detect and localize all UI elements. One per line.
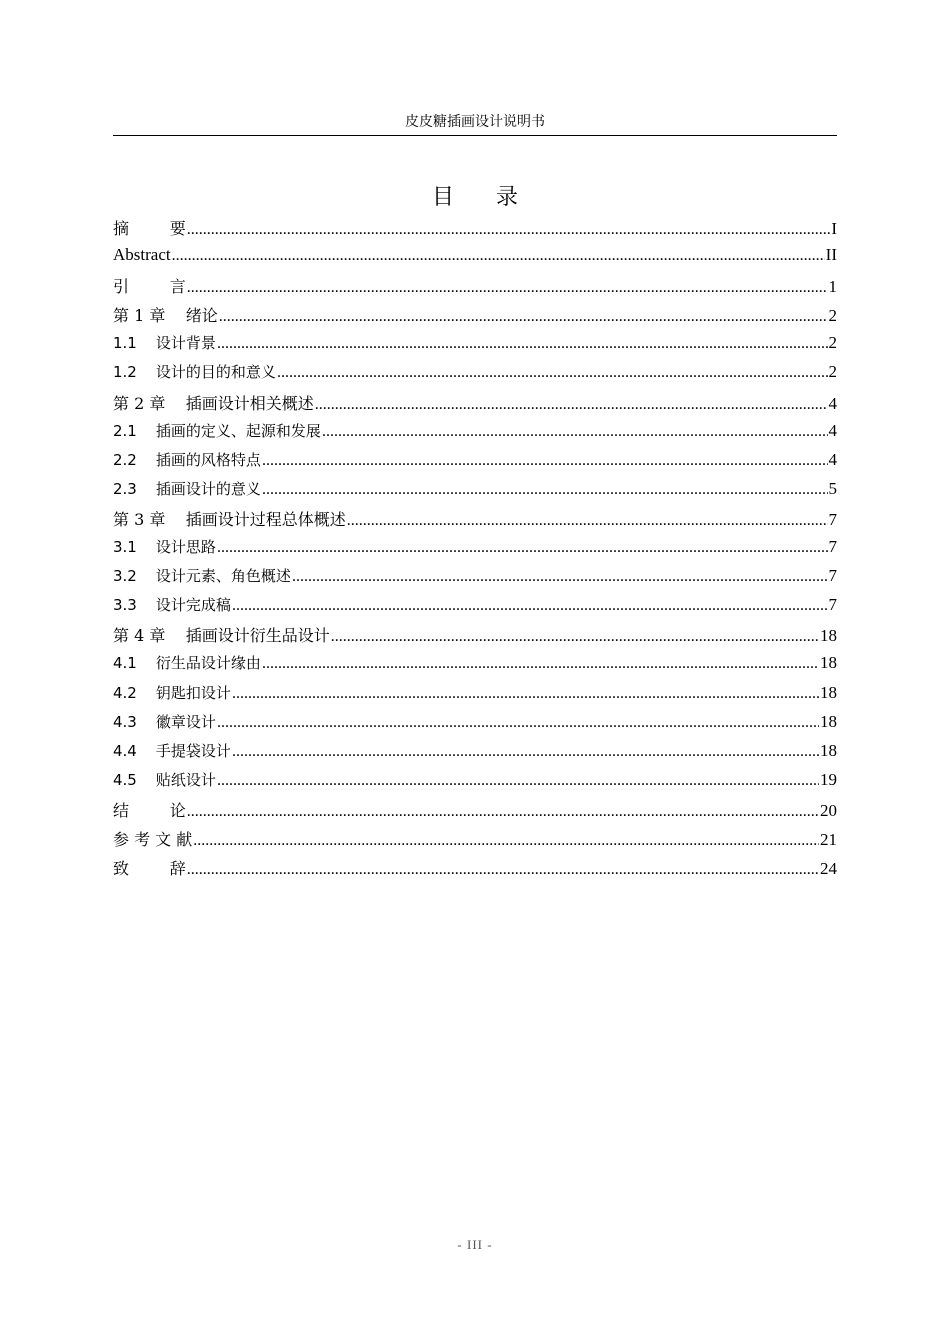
toc-entry-page: 24 <box>820 859 837 879</box>
toc-dot-leader <box>322 423 828 441</box>
toc-dot-leader <box>172 247 825 265</box>
toc-entry-label: 2.1 插画的定义、起源和发展 <box>113 421 321 440</box>
toc-entry[interactable] <box>113 740 837 769</box>
toc-entry-page: II <box>825 245 837 265</box>
toc-entry-label: 参 考 文 献 <box>113 829 193 849</box>
toc-entry[interactable] <box>113 711 837 740</box>
toc-entry-page: 18 <box>820 740 837 760</box>
toc-entry-label: 3.3 设计完成稿 <box>113 596 231 615</box>
toc-entry-page: 18 <box>820 682 837 702</box>
toc-title: 目录 <box>431 185 560 210</box>
toc-entry[interactable] <box>113 420 837 449</box>
header-title: 皮皮糖插画设计说明书 <box>405 114 545 130</box>
toc-entry[interactable] <box>113 856 837 885</box>
toc-dot-leader <box>315 396 828 414</box>
toc-entry-label: 3.1 设计思路 <box>113 538 216 557</box>
running-header <box>113 113 837 136</box>
toc-entry-label: 4.4 手提袋设计 <box>113 741 231 760</box>
toc-entry-label: 第 1 章 绪论 <box>113 306 218 326</box>
toc-entry-label: 引 言 <box>113 277 186 297</box>
toc-dot-leader <box>193 832 819 850</box>
toc-entry-label: 摘 要 <box>113 219 186 238</box>
toc-dot-leader <box>232 685 819 703</box>
toc-entry-page: 18 <box>820 626 837 646</box>
toc-dot-leader <box>292 568 828 586</box>
toc-dot-leader <box>187 279 828 297</box>
toc-dot-leader <box>262 481 828 499</box>
toc-entry-page: 2 <box>828 362 837 382</box>
toc-entry-page: 18 <box>820 711 837 731</box>
toc-dot-leader <box>217 714 819 732</box>
toc-entry-label: 4.2 钥匙扣设计 <box>113 683 231 702</box>
toc-entry[interactable] <box>113 827 837 856</box>
toc-entry[interactable] <box>113 274 837 303</box>
toc-entry-page: 4 <box>828 449 837 469</box>
toc-entry-page: 21 <box>820 829 837 849</box>
toc-entry[interactable] <box>113 652 837 681</box>
toc-entry[interactable] <box>113 449 837 478</box>
toc-dot-leader <box>187 861 819 879</box>
toc-entry-label: 第 2 章 插画设计相关概述 <box>113 393 314 413</box>
toc-dot-leader <box>219 308 828 326</box>
toc-dot-leader <box>262 655 819 673</box>
toc-dot-leader <box>187 803 819 821</box>
toc-entry[interactable] <box>113 303 837 332</box>
toc-entry[interactable] <box>113 536 837 565</box>
page-number: - III - <box>457 1237 493 1252</box>
toc-entry[interactable] <box>113 623 837 652</box>
toc-entry-label: Abstract <box>113 245 171 265</box>
toc-entry-page: 18 <box>820 653 837 673</box>
toc-entry-page: I <box>831 219 837 238</box>
toc-entry-page: 5 <box>828 478 837 498</box>
toc-entry-page: 4 <box>828 393 837 413</box>
toc-entry[interactable] <box>113 565 837 594</box>
toc-entry-label: 第 3 章 插画设计过程总体概述 <box>113 509 346 529</box>
toc-entry-label: 3.2 设计元素、角色概述 <box>113 567 291 586</box>
toc-dot-leader <box>331 628 819 646</box>
toc-entry[interactable] <box>113 216 837 245</box>
toc-entry-page: 7 <box>828 537 837 557</box>
toc-entry-page: 19 <box>820 769 837 789</box>
toc-dot-leader <box>217 539 828 557</box>
toc-dot-leader <box>217 335 828 353</box>
toc-entry-label: 1.1 设计背景 <box>113 334 216 353</box>
toc-dot-leader <box>277 364 828 382</box>
table-of-contents <box>113 216 837 885</box>
toc-entry-page: 1 <box>828 277 837 297</box>
toc-entry-page: 20 <box>820 800 837 820</box>
toc-dot-leader <box>262 452 828 470</box>
toc-entry[interactable] <box>113 798 837 827</box>
toc-entry-page: 2 <box>828 306 837 326</box>
toc-entry-label: 4.5 贴纸设计 <box>113 770 216 789</box>
toc-entry-label: 4.1 衍生品设计缘由 <box>113 654 261 673</box>
toc-entry-page: 7 <box>828 595 837 615</box>
toc-entry[interactable] <box>113 361 837 390</box>
toc-entry[interactable] <box>113 682 837 711</box>
toc-entry[interactable] <box>113 332 837 361</box>
toc-dot-leader <box>232 597 828 615</box>
toc-dot-leader <box>187 221 831 239</box>
toc-entry-label: 致 辞 <box>113 859 186 879</box>
toc-entry[interactable] <box>113 594 837 623</box>
toc-entry-label: 4.3 徽章设计 <box>113 712 216 731</box>
toc-entry-label: 结 论 <box>113 800 186 820</box>
toc-entry-page: 2 <box>828 333 837 353</box>
toc-entry[interactable] <box>113 245 837 274</box>
toc-entry-label: 2.3 插画设计的意义 <box>113 479 261 498</box>
toc-entry-page: 4 <box>828 420 837 440</box>
toc-entry-page: 7 <box>828 566 837 586</box>
toc-entry-page: 7 <box>828 509 837 529</box>
toc-entry[interactable] <box>113 507 837 536</box>
toc-entry-label: 1.2 设计的目的和意义 <box>113 363 276 382</box>
toc-entry[interactable] <box>113 391 837 420</box>
toc-dot-leader <box>232 743 819 761</box>
toc-entry-label: 第 4 章 插画设计衍生品设计 <box>113 626 330 646</box>
toc-entry-label: 2.2 插画的风格特点 <box>113 450 261 469</box>
toc-entry[interactable] <box>113 769 837 798</box>
toc-entry[interactable] <box>113 478 837 507</box>
toc-dot-leader <box>347 512 828 530</box>
toc-dot-leader <box>217 772 819 790</box>
